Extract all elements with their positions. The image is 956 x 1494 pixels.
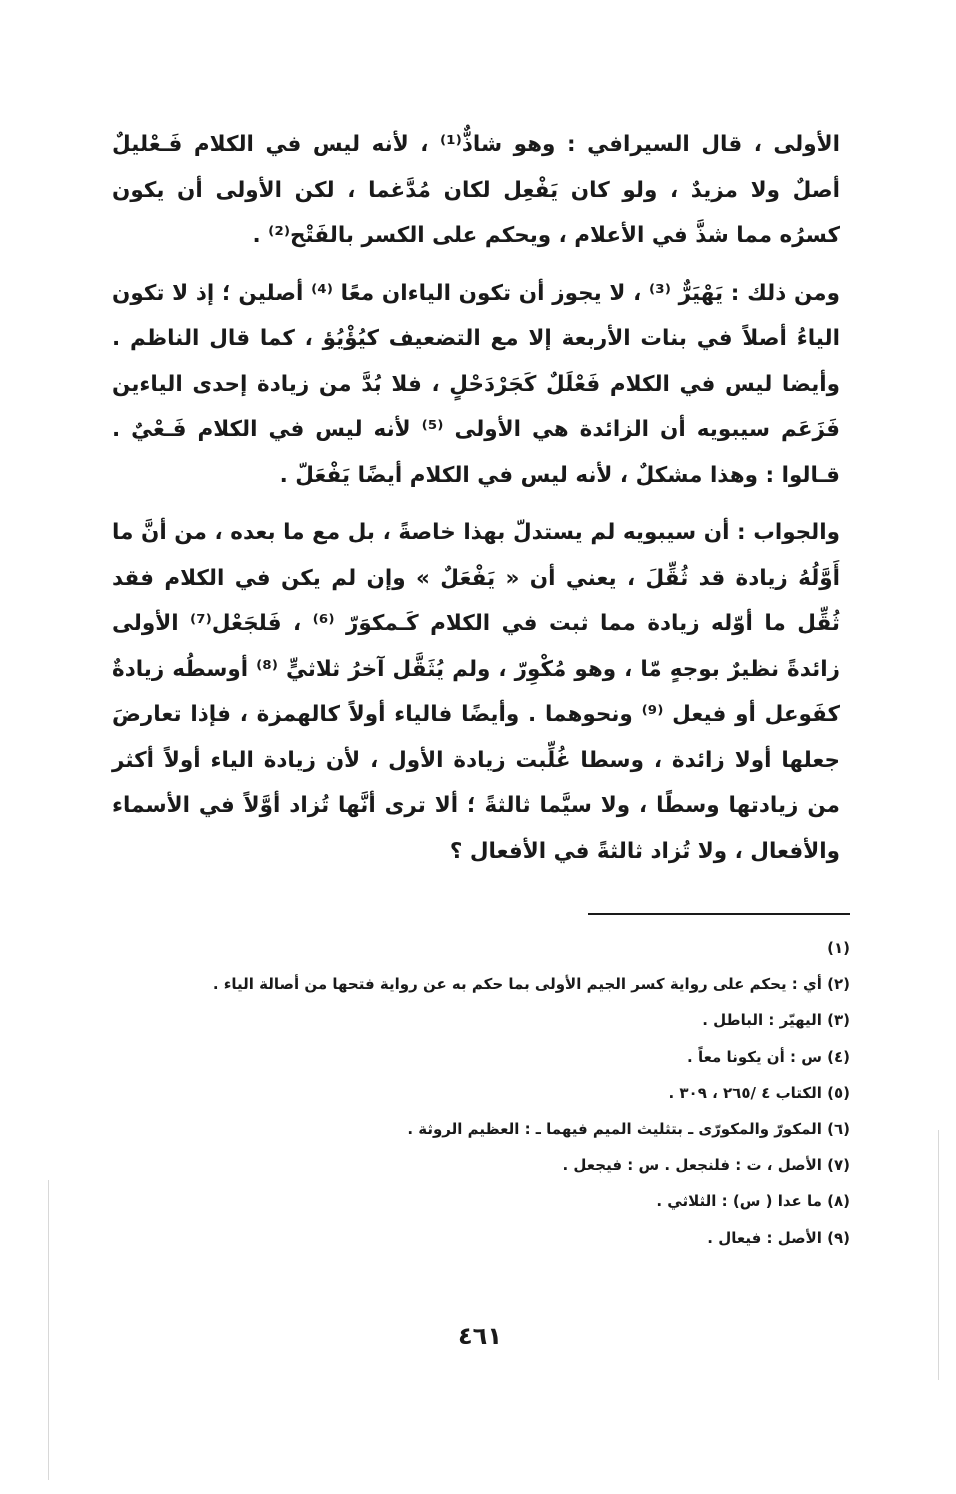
page-number: ٤٦١ [458,1322,502,1350]
footnote-separator [588,913,850,915]
footnotes [112,930,850,1256]
footnote-9: (٩) الأصل : فيعال . [707,1228,850,1247]
footnote-1: (١) [827,939,850,957]
paragraph-3: والجواب : أن سيبويه لم يستدلّ بهذا خاصةً ، بل مع ما بعده ، من أنَّ ما أَوَّلُهُ زيادة قد ثُقِّلَ ، يعني أن « يَفْعَلٌ » وإن لم يكن في الكلام فقد ثُقِّل ما أوّله زيادة مما ثبت في الكلام كَـمكوَرّ ⁽⁶⁾ ، فَلجَعْل⁽⁷⁾ الأولى زائدةً نظيرٌ بوجهٍ مّا ، وهو مُكْوِرّ ، ولم يُثَقَّل آخرُ ثلاثيٍّ ⁽⁸⁾ أوسطُه زيادةٌ كفَوعل أو فيعل ⁽⁹⁾ ونحوهما . وأيضًا فالياء أولاً كالهمزة ، فإذا تعارضَ جعلها أولا زائدة ، وسطا غُلِّبت زيادة الأول ، لأن زيادة الياء أولاً أكثر من زيادتها وسطًا ، ولا سيَّما ثالثةً ؛ ألا ترى أنَّها تُزاد أوَّلاً في الأسماء والأفعال ، ولا تُزاد ثالثةً في الأفعال ؟ [112,520,841,864]
paragraph-2: ومن ذلك : يَهْيَرٌّ ⁽³⁾ ، لا يجوز أن تكون الياءان معًا ⁽⁴⁾ أصلين ؛ إذ لا تكون الياءُ أصلاً في بنات الأربعة إلا مع التضعيف كيُؤْيُؤ ، كما قال الناظم . وأيضا ليس في الكلام فَعْلَلٌ كَجَرْدَحْلٍ ، فلا بُدَّ من زيادة إحدى الياءين فَزَعَم سيبويه أن الزائدة هي الأولى ⁽⁵⁾ لأنه ليس في الكلام فَـعْيٌ . قـالوا : وهذا مشكلٌ ، لأنه ليس في الكلام أيضًا يَفْعَلّ . [112,280,840,488]
footnote-5: (٥) الكتاب ٤ /٢٦٥ ، ٣٠٩ . [668,1083,850,1102]
scan-edge-left [48,1180,49,1480]
footnote-7: (٧) الأصل ، ت : فلنجعل . س : فيجعل . [562,1156,850,1175]
main-text [112,122,840,874]
paragraph-1: الأولى ، قال السيرافي : وهو شاذٌّ⁽¹⁾ ، لأنه ليس في الكلام فَـعْليلٌ أصلٌ ولا مزيدٌ ، ولو كان يَفْعِل لكان مُدَّغما ، لكن الأولى أن يكون كسرُه مما شذَّ في الأعلام ، ويحكم على الكسر بالفَتْح⁽²⁾ . [112,132,840,248]
footnote-6: (٦) المكورّ والمكورّى ـ بتثليث الميم فيهما ـ : العظيم الروثة . [407,1120,850,1139]
footnote-3: (٣) اليهيّر : الباطل . [702,1011,850,1030]
footnote-4: (٤) س : أن يكونا معاً . [687,1047,850,1066]
footnote-8: (٨) ما عدا ( س) : الثلاثي . [656,1192,850,1211]
footnote-2: (٢) أي : يحكم على رواية كسر الجيم الأولى بما حكم به عن رواية فتحها من أصالة الياء . [212,975,850,994]
scan-edge-right [938,1130,939,1380]
